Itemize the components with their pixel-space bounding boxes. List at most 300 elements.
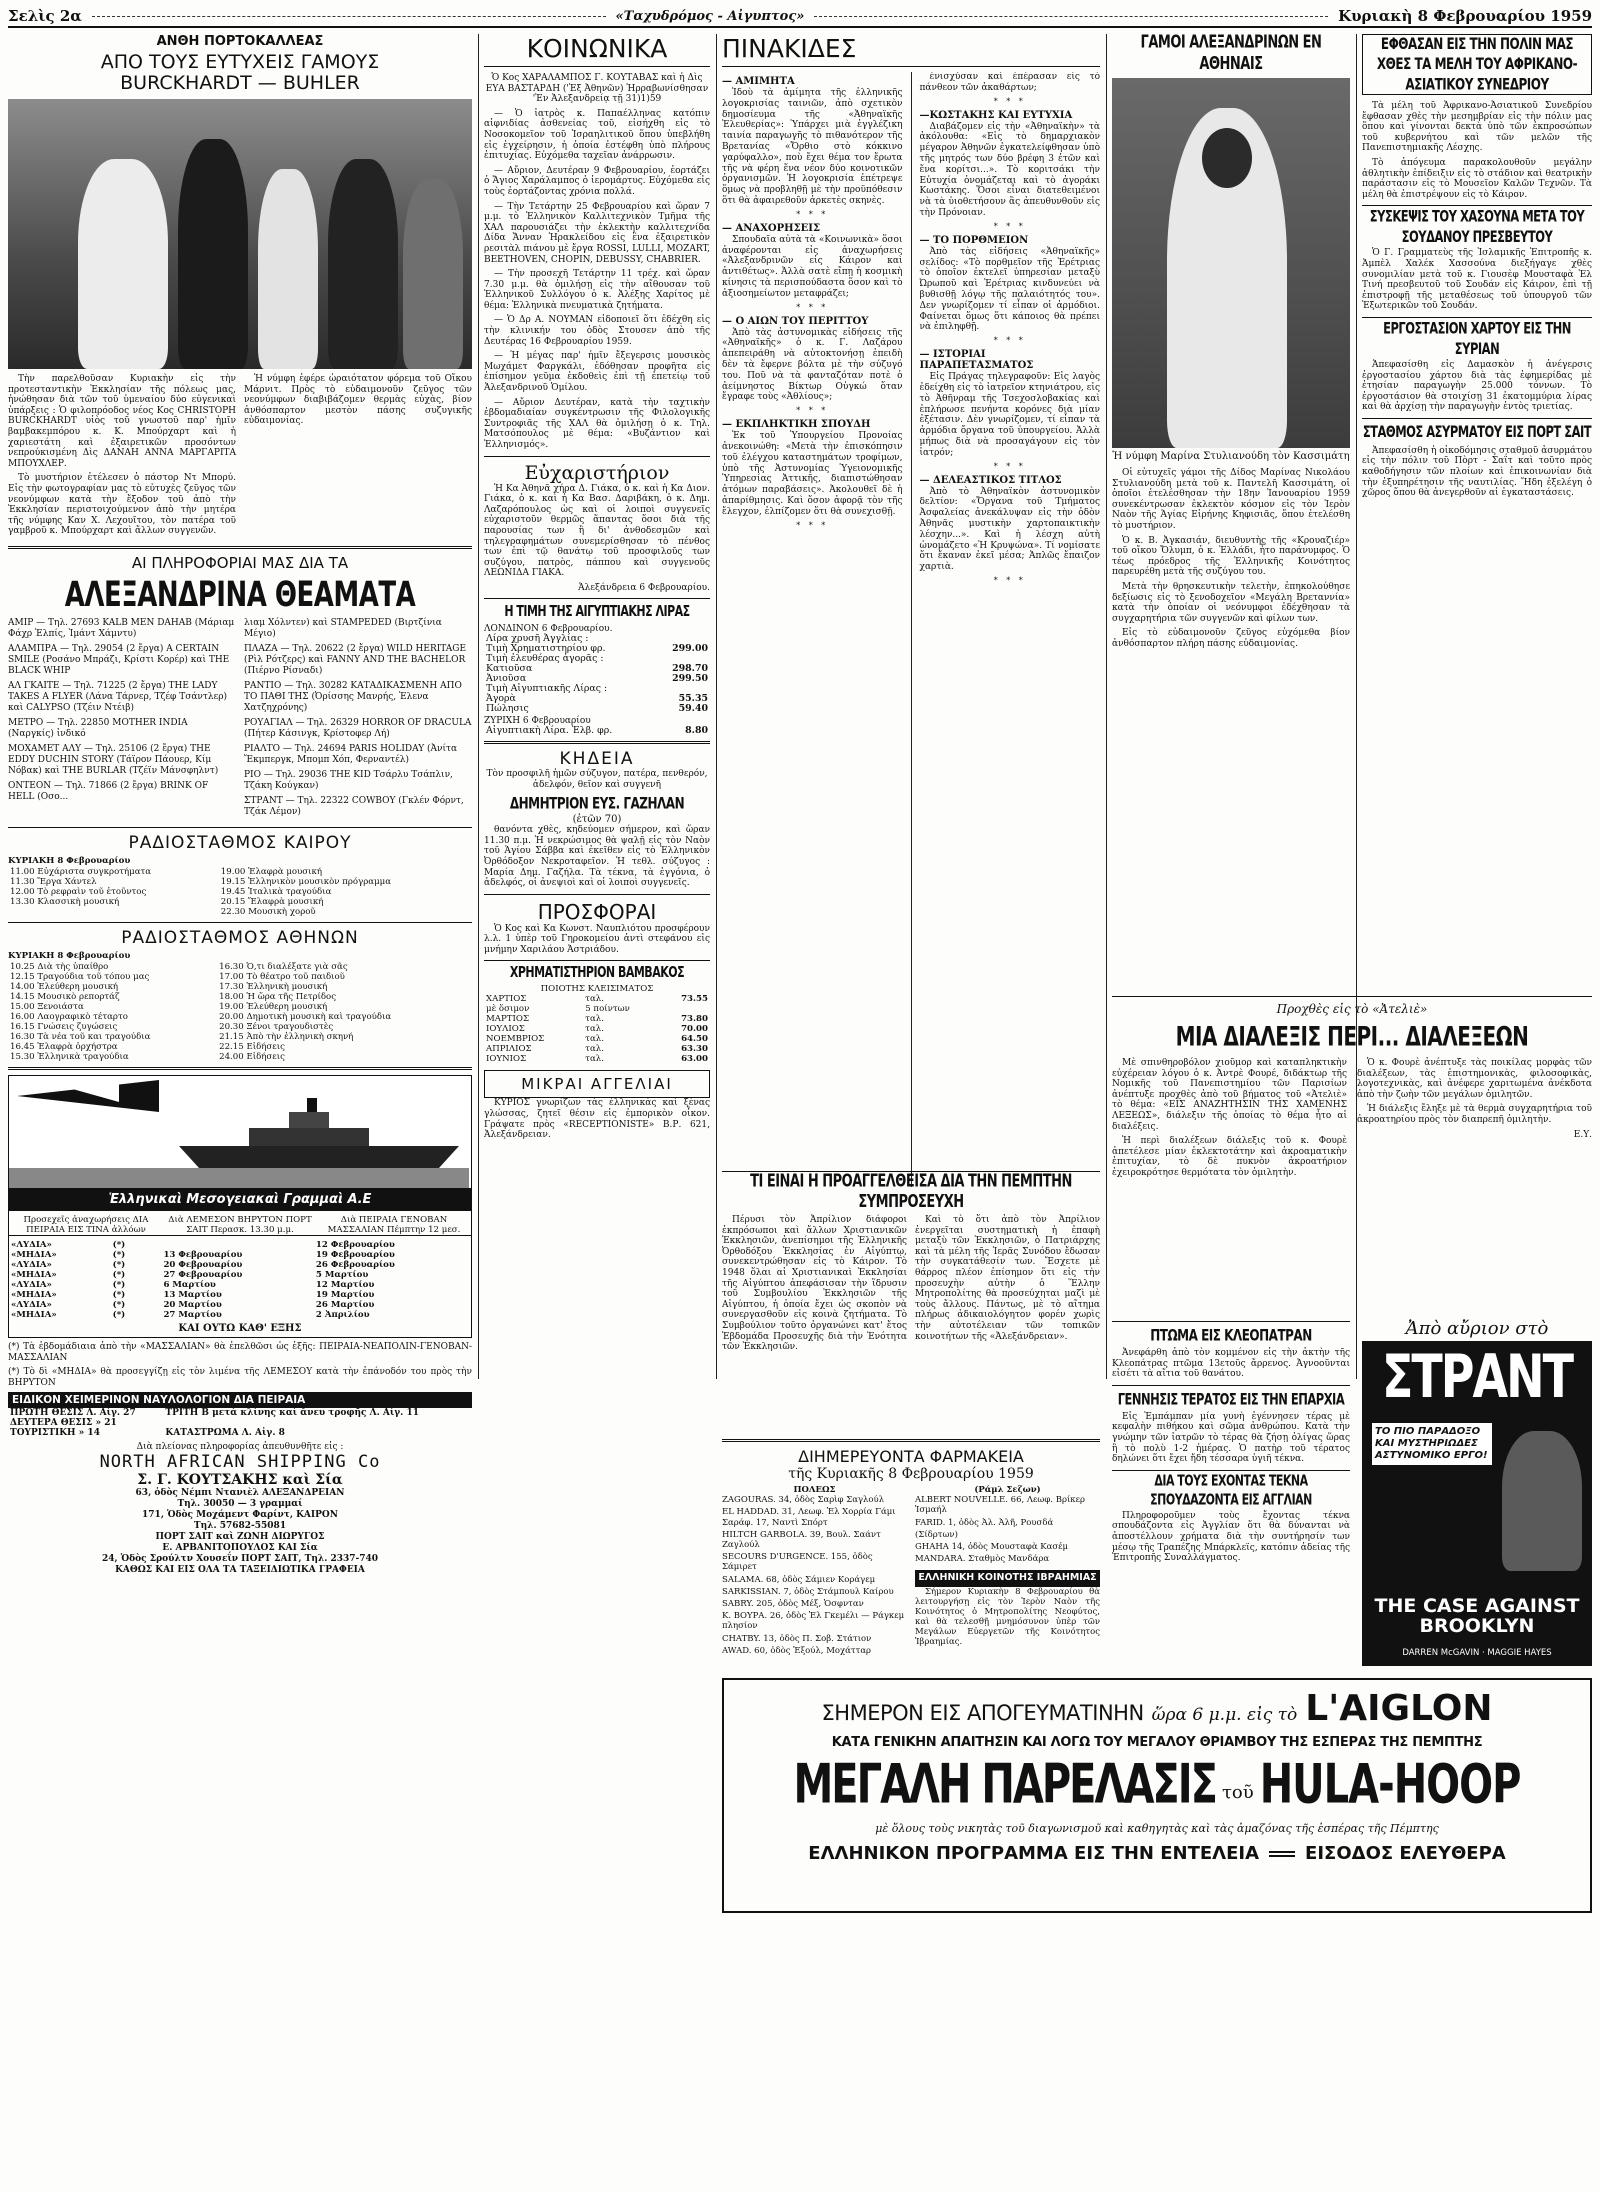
radio-row xyxy=(8,992,472,1002)
strand-film-title: THE CASE AGAINST BROOKLYN xyxy=(1374,1595,1580,1637)
shipping-note-1: (*) Τὰ ἑβδομάδιαια ἀπὸ τὴν «ΜΑΣΣΑΛΙΑΝ» θὰ ἐπελθῶσι ὡς ἑξῆς: ΠΕΙΡΑΙΑ-ΝΕΑΠΟΛΙΝ-ΓΕΝΟΒΑΝ-ΜΑΣΣΑΛΙΑΝ xyxy=(8,1341,472,1363)
value-cell: ταλ. xyxy=(585,1044,604,1055)
value-cell: ταλ. xyxy=(585,1034,604,1045)
lecture-p3: Ὁ κ. Φουρὲ ἀνέπτυξε τὰς ποικίλας μορφὰς τῶν διαλέξεων, τὰς ἐπιστημονικὰς, φιλοσοφικὰς, λογοτεχνικὰς, καὶ ἀνέφερε χαριτωμένα ἀνέκδοτα ἀπὸ τὴν ζωὴν τῶν μεγάλων ὁμιλητῶν. xyxy=(1357,1058,1592,1100)
ship-date-levant: 27 Φεβρουαρίου xyxy=(163,1269,243,1280)
schedule-cell: 12.15 Τραγούδια τοῦ τόπου μας xyxy=(10,971,150,982)
social-item-2: — Ὁ ἰατρὸς κ. Παπαέλληνας κατόπιν αἰφνιδίας ἀσθενείας τοῦ, εἰσήχθη εἰς τὸ Νοσοκομεῖον τοῦ Ἰσραηλιτικοῦ ὅπου ὑπεβλήθη εἰς ἐγχείρησιν, ἡ ὁποία ἐστέφθη ὑπὸ πλήρους ἐπιτυχίας. Εὐχόμεθα ταχεῖαν ἀνάρρωσιν. xyxy=(484,108,710,162)
ship-date-europe: 26 Μαρτίου xyxy=(315,1299,375,1310)
cotton-sub: ΠΟΙΟΤΗΣ ΚΛΕΙΣΙΜΑΤΟΣ xyxy=(540,984,654,995)
pharmacies xyxy=(722,1434,1100,1666)
ship-date-europe: 2 Ἀπριλίου xyxy=(315,1309,370,1320)
fare-row xyxy=(8,1408,472,1418)
ship-date-europe: 5 Μαρτίου xyxy=(315,1269,369,1280)
value-cell: 63.00 xyxy=(681,1054,708,1065)
engagement-note: Ὁ Κος ΧΑΡΑΛΑΜΠΟΣ Γ. ΚΟΥΤΑΒΑΣ καὶ ἡ Δὶς ΕΥΑ ΒΑΣΤΑΡΔΗ ('Ἐξ Ἀθηνῶν) Ἠρραβωνίσθησαν 'Ἐν Ἀλεξανδρείᾳ τῇ 31)1)59 xyxy=(485,73,709,105)
schedule-cell: 13.30 Κλασσικὴ μουσική xyxy=(10,896,120,907)
news-h4: ΣΤΑΘΜΟΣ ΑΣΥΡΜΑΤΟΥ ΕΙΣ ΠΟΡΤ ΣΑΙΤ xyxy=(1362,422,1592,442)
ship-mark: (*) xyxy=(112,1299,126,1310)
shipping-line-name: Ἑλληνικαὶ Μεσογειακαὶ Γραμμαὶ Α.Ε xyxy=(9,1188,471,1211)
schedule-cell: 12.00 Τὸ ρεφραὶν τοῦ ἐτοῦντος xyxy=(10,886,147,897)
radio-row xyxy=(8,1052,472,1062)
monster-title: ΓΕΝΝΗΣΙΣ ΤΕΡΑΤΟΣ ΕΙΣ ΤΗΝ ΕΠΑΡΧΙΑ xyxy=(1117,1389,1345,1409)
athens-wedding-p4: Εἰς τὸ εὐδαιμονοῦν ζεῦγος εὐχόμεθα βίον ἀνθόσπαρτον πλήρη πάσης εὐδαιμονίας. xyxy=(1112,628,1350,649)
cotton-row xyxy=(484,1034,710,1044)
agent-sub: Σ. Γ. ΚΟΥΤΣΑΚΗΣ καὶ Σία xyxy=(137,1472,343,1489)
note-text: Διαβάζομεν εἰς τὴν «Ἀθηναϊκὴν» τὰ ἀκόλουθα: «Εἰς τὸ δημαρχιακὸν μέγαρον Ἀθηνῶν ἐγκατελείφθησαν ὑπὸ τῆς μητρός των δύο βρέφη 3 ἐτῶν καὶ ἕνα κορίτσι...». Τὸ κοριτσάκι τὴν Εὐτυχία ὀνομάζεται καὶ τὸ ἀγοράκι Κωστάκης. Ὅσοι εἶναι διατεθειμένοι νὰ τὰ ὑιοθετήσουν ἂς ἀπευθυνθοῦν εἰς τὴν Πρόνοιαν. xyxy=(919,121,1100,218)
monster-text: Εἰς Ἐμπάμπαν μία γυνὴ ἐγέννησεν τέρας μὲ κεφαλὴν πιθήκου καὶ σῶμα ἀνθρώπου. Κατὰ τὴν γνώμην τῶν ἰατρῶν τὸ τέρας θὰ ζήσῃ ὀλίγας ὥρας ἢ τὸ πολὺ 1-2 ἡμέρας. Ὁ πατὴρ τοῦ τέρατος δηλώνει ὅτι ἔχει ἤδη τέσσαρα ὑγιῆ τέκνα. xyxy=(1112,1411,1350,1465)
shipping-footnote: ΚΑΙ ΟΥΤΩ ΚΑΘ' ΕΞΗΣ xyxy=(178,1322,302,1334)
shipping-row xyxy=(9,1240,471,1250)
pharmacy-entry: (Σίδρτων) xyxy=(915,1529,958,1540)
ship-name: «ΜΗΔΙΑ» xyxy=(11,1269,57,1280)
strand-tomorrow: Ἀπὸ αὔριον στὸ xyxy=(1405,1318,1549,1339)
radio-cairo-date: ΚΥΡΙΑΚΗ 8 Φεβρουαρίου xyxy=(8,855,131,866)
shipping-note-2: (*) Τὸ δὶ «ΜΗΔΙΑ» θὰ προσεγγίζῃ εἰς τὸν λιμένα τῆς ΛΕΜΕΣΟΥ κατὰ τὴν ἐπάνοδόν του πρὸς τὴν ΒΗΡΥΤΟΝ xyxy=(8,1367,472,1388)
shipping-col-head: Προσεχεῖς ἀναχωρήσεις ΔΙΑ ΠΕΙΡΑΙΑ ΕΙΣ ΤΙΝΑ ἀλλόων xyxy=(9,1215,163,1236)
value-cell: Τιμὴ Χρηματιστηρίου φρ. xyxy=(486,642,606,654)
value-cell: μὲ ὅσιμον xyxy=(486,1004,530,1015)
note-text: Ἀπὸ τὰς ἀστυνομικὰς εἰδήσεις τῆς «Ἀθηναϊκῆς» ὁ κ. Γ. Λαζάρου ἀπεπειράθη νὰ αὐτοκτονήσῃ ἐπειδὴ δὲν τὰ ἔφερνε βόλτα μὲ τὴν σύζυγό του. Ποῦ νὰ τὰ φανταζόταν ποτὲ ὁ ἀείμνηστος Βίκτωρ Οὐγκώ ὅταν ἔγραφε τοὺς «Ἀθλίους»; xyxy=(722,327,903,403)
note-head: — ΑΝΑΧΟΡΗΣΕΙΣ xyxy=(722,222,821,234)
pharmacy-entry: EL HADDAD. 31, Λεωφ. Ἐλ Χορρία Γάμι Σαράφ. 17, Ναντὶ Σπόρτ xyxy=(722,1507,896,1528)
kids-text: Πληροφοροῦμεν τοὺς ἔχοντας τέκνα σπουδάζοντα εἰς Ἀγγλίαν ὅτι θὰ δύνανται νὰ ἀποστέλλουν χρήματα διὰ τὴν συντήρησίν των μέσῳ τῆς Τραπέζης Μπάρκλεϊς, κατόπιν ἀδείας τῆς Ἐπιτροπῆς Συναλλάγματος. xyxy=(1112,1510,1350,1564)
note-stars: * * * xyxy=(993,575,1026,585)
pharmacy-entry: CHATBY. 13, ὁδὸς Π. Σοβ. Στάτιον xyxy=(722,1633,872,1644)
value-cell: Πώλησις xyxy=(486,702,529,714)
obit-intro: Τὸν προσφιλῆ ἡμῶν σύζυγον, πατέρα, πενθερόν, ἀδελφόν, θεῖον καὶ συγγενῆ xyxy=(486,768,708,790)
schedule-cell: 22.30 Μουσικὴ χοροῦ xyxy=(220,906,316,917)
shipping-row xyxy=(9,1290,471,1300)
ship-date-levant: 13 Φεβρουαρίου xyxy=(163,1249,243,1260)
news-h2: ΣΥΣΚΕΨΙΣ ΤΟΥ ΧΑΣΟΥΝΑ ΜΕΤΑ ΤΟΥ ΣΟΥΔΑΝΟΥ ΠΡΕΣΒΕΥΤΟΥ xyxy=(1369,207,1585,247)
value-cell: ΙΟΥΝΙΟΣ xyxy=(486,1054,527,1065)
ship-illustration xyxy=(9,1076,471,1188)
cinema-entry: λιαμ Χόλντεν) καὶ STAMPEDED (Βιρτζίνια Μέγιο) xyxy=(244,617,442,639)
pharm-city-list xyxy=(722,1495,907,1656)
strand-name: ΣΤΡΑΝΤ xyxy=(1382,1340,1572,1412)
lecture-kicker: Προχθὲς εἰς τὸ «Ἀτελιὲ» xyxy=(1276,1002,1428,1016)
ship-name: «ΛΥΔΙΑ» xyxy=(11,1239,52,1250)
kids-title: ΔΙΑ ΤΟΥΣ ΕΧΟΝΤΑΣ ΤΕΚΝΑ ΣΠΟΥΔΑΖΟΝΤΑ ΕΙΣ ΑΓΓΛΙΑΝ xyxy=(1150,1471,1312,1509)
column-news xyxy=(1362,34,1592,984)
cinema-entry: ΡΙΑΛΤΟ — Τηλ. 24694 PARIS HOLIDAY (Ἀνίτα Ἔκμπεργκ, Μπομπ Χόπ, Φερναντέλ) xyxy=(244,743,458,765)
note-stars: * * * xyxy=(993,461,1026,471)
news-p4: Ἀπεφασίσθη εἰς Δαμασκὸν ἡ ἀνέγερσις ἐργοστασίου χάρτου διὰ τὰς ἐφημερίδας μὲ ἐτησίαν παραγωγὴν 25.000 τόννων. Τὸ ἐργοστάσιον θὰ στοιχίσῃ 31 ἑκατομμύρια λίρας καὶ θὰ ἀρχίσῃ τὴν παραγωγὴν ἐντὸς τριετίας. xyxy=(1362,359,1592,413)
pharmacy-entry: SECOURS D'URGENCE. 155, ὁδὸς Σάμιρετ xyxy=(722,1552,873,1573)
price-row xyxy=(484,684,710,694)
bride-photo xyxy=(1112,78,1350,448)
strand-promo: ΤΟ ΠΙΟ ΠΑΡΑΔΟΞΟ ΚΑΙ ΜΥΣΤΗΡΙΩΔΕΣ ΑΣΤΥΝΟΜΙΚΟ ΕΡΓΟ! xyxy=(1372,1423,1492,1465)
ship-mark: (*) xyxy=(112,1239,126,1250)
pharm-ramleh-list xyxy=(915,1495,1100,1564)
ship-date-levant: 27 Μαρτίου xyxy=(163,1309,222,1320)
column-4-lower xyxy=(1112,1316,1350,1676)
note-stars: * * * xyxy=(993,336,1026,346)
radio-row xyxy=(8,877,472,887)
social-item-6: — Ὁ Δρ Α. ΝΟΥΜΑΝ εἰδοποιεῖ ὅτι ἐδέχθη εἰς τὴν κλινικήν του ὁδὸς Στουσεν ἀπὸ τῆς Δευτέρας 16 Φεβρουαρίου 1959. xyxy=(484,315,710,347)
radio-row xyxy=(8,907,472,917)
ship-date-levant xyxy=(161,1240,313,1250)
aiglon-time: ὥρα 6 μ.μ. εἰς τὸ xyxy=(1151,1705,1298,1725)
cotton-table xyxy=(484,994,710,1064)
aiglon-footer-a: ΕΛΛΗΝΙΚΟΝ ΠΡΟΓΡΑΜΜΑ ΕΙΣ ΤΗΝ ΕΝΤΕΛΕΙΑ xyxy=(808,1843,1260,1864)
cotton-row xyxy=(484,1024,710,1034)
aiglon-line2: ΚΑΤΑ ΓΕΝΙΚΗΝ ΑΠΑΙΤΗΣΙΝ ΚΑΙ ΛΟΓΩ ΤΟΥ ΜΕΓΑΛΟΥ ΘΡΙΑΜΒΟΥ ΤΗΣ ΕΣΠΕΡΑΣ ΤΗΣ ΠΕΜΠΤΗΣ xyxy=(831,1735,1483,1750)
ship-name: «ΛΥΔΙΑ» xyxy=(11,1279,52,1290)
cinema-list-left xyxy=(8,618,236,822)
ship-date-europe: 12 Μαρτίου xyxy=(315,1279,375,1290)
agent-line: Ε. ΑΡΒΑΝΙΤΟΠΟΥΛΟΣ ΚΑΙ Σία xyxy=(162,1543,318,1554)
value-cell: 5 ποίντων xyxy=(585,1004,630,1015)
radio-row xyxy=(8,972,472,982)
radio-athens-title: ΡΑΔΙΟΣΤΑΘΜΟΣ ΑΘΗΝΩΝ xyxy=(121,927,359,948)
value-cell: 64.50 xyxy=(681,1034,708,1045)
note-head: — ΑΜΙΜΗΤΑ xyxy=(722,76,795,87)
lecture-p2: Ἡ περὶ διαλέξεων διάλεξις τοῦ κ. Φουρὲ ἀπετέλεσε μίαν ἐκλεκτοτάτην καὶ ἀκροαματικὴν ἐπιτυχίαν, τὸ δὲ πυκνὸν ἀκροατήριον ἐχειροκρότησε θερμότατα τὸν ὁμιλητὴν. xyxy=(1112,1136,1347,1178)
value-cell: Ἀγορὰ xyxy=(486,692,516,704)
note-head: — ΕΚΠΛΗΚΤΙΚΗ ΣΠΟΥΔΗ xyxy=(722,419,871,431)
cotton-row xyxy=(484,1044,710,1054)
note-text: Ἀπὸ τὸ Ἀθηναϊκὸν ἀστυνομικὸν δελτίον: «Ὄργανα τοῦ Τμήματος Ἀσφαλείας ἀνεκάλυψαν εἰς τὴν ὁδὸν Ἀθηνᾶς μυστικὴν χαρτοπαικτικὴν λέσχην...». Καὶ ἡ λέσχη αὐτὴ ὠνομάζετο «Ἡ Κρυψώνα». Τί νομίσατε ὅτι ἔκαναν ἐκεῖ μέσα; Ἀπλῶς ἔπαιζον χαρτιὰ. xyxy=(919,486,1100,573)
schedule-cell: 18.00 Ἡ ὥρα τῆς Πετρίδος xyxy=(219,991,337,1002)
schedule-cell: 16.45 Ἐλαφρὰ ὀρχήστρα xyxy=(10,1041,118,1052)
zurich-value: 8.80 xyxy=(685,724,708,736)
schedule-cell: 11.30 Ἔργα Χάντελ xyxy=(10,876,97,887)
social-item-3: — Αὔριον, Δευτέραν 9 Φεβρουαρίου, ἐορτάζει ὁ Ἄγιος Χαράλαμπος ὁ ἱερομάρτυς. Εὐχόμεθα εἰς τοὺς ἐορτάζοντας χρόνια πολλά. xyxy=(484,165,710,197)
ship-date-europe: 19 Μαρτίου xyxy=(315,1289,375,1300)
ship-name: «ΜΗΔΙΑ» xyxy=(11,1289,57,1300)
shipping-row xyxy=(9,1260,471,1270)
cinema-entry: ΑΛΑΜΠΡΑ — Τηλ. 29054 (2 ἔργα) A CERTAIN SMILE (Ροσάνο Μπράζι, Κρίστι Κορέρ) καὶ THE BLACK WHIP xyxy=(8,643,230,676)
social-title: ΚΟΙΝΩΝΙΚΑ xyxy=(484,34,710,67)
social-item-4: — Τὴν Τετάρτην 25 Φεβρουαρίου καὶ ὥραν 7 μ.μ. τὸ Ἑλληνικὸν Καλλιτεχνικὸν Τμῆμα τῆς ΧΑΛ παρουσιάζει τὴν ἐκλεκτὴν καλλιτεχνίδα Δίδα Ἄνναν Ἡρακλείδου εἰς ἓνα ἐξαιρετικὸν ρεσιτὰλ πιάνου μὲ ἔργα ROSSI, LULLI, MOZART, BEETHOVEN, CHOPIN, DEBUSSY, CHABRIER. xyxy=(484,201,710,265)
price-row xyxy=(484,704,710,714)
pharm-left-head: ΠΟΛΕΩΣ xyxy=(793,1485,836,1495)
pharmacy-entry: SALAMA. 68, ὁδὸς Σάμιεν Κοράγεμ xyxy=(722,1574,876,1585)
prayer-box xyxy=(722,1166,1100,1431)
obit-title: ΚΗΔΕΙΑ xyxy=(559,748,635,769)
shipping-row xyxy=(9,1270,471,1280)
schedule-cell: 10.25 Διὰ τὴς ὑπαίθρο xyxy=(10,961,109,972)
wedding-paragraph-1: Τὴν παρελθοῦσαν Κυριακὴν εἰς τὴν προτεσταντικὴν Ἐκκλησίαν τῆς πόλεως μας, ἡνώθησαν διὰ τῶν τοῦ ὑμεναίου δύο εὐγενικαὶ ὑπάρξεις : Ὁ φιλοπρόοδος νέος Κος CHRISTOPH BURCKHARDT υἱὸς τοῦ γνωστοῦ παρ' ἡμῖν βαμβακεμπόρου κ. Κ. Μπούρχαρτ καὶ ἡ χαριεστάτη καὶ ἐξαιρετικῶν προσόντων νεπρούκισμένη Δὶς ΔΑΝΑΗ ΑΝΝΑ ΜΑΡΓΑΡΙΤΑ ΜΠΟΥΧΛΕΡ. xyxy=(8,374,236,469)
value-cell: ΙΟΥΛΙΟΣ xyxy=(486,1024,525,1035)
cinema-entry: ΡΟΥΑΓΙΑΛ — Τηλ. 26329 HORROR OF DRACULA (Πήτερ Κάσινγκ, Κρίστοφερ Λή) xyxy=(244,717,472,739)
ship-mark: (*) xyxy=(112,1249,126,1260)
aiglon-headline-a: ΜΕΓΑΛΗ ΠΑΡΕΛΑΣΙΣ xyxy=(793,1753,1216,1817)
schedule-cell: 16.30 Ὁ,τι διαλέξατε γιὰ σᾶς xyxy=(219,961,348,972)
cotton-title: ΧΡΗΜΑΤΙΣΤΗΡΙΟΝ ΒΑΜΒΑΚΟΣ xyxy=(509,964,685,982)
note-text: Ἐκ τοῦ Ὑπουργείου Προνοίας ἀνεκοινώθη: «Μετὰ τὴν ἐπισκόπησιν τοῦ ἐλέγχου καταστημάτων τροφίμων, ὑπὸ τῆς Ἀστυνομίας Ὑγειονομικῆς Ὑπηρεσίας Ἀττικῆς, διαπιστώθησαν ἀτόμων παραβάσεις». Ἀκολουθεῖ δὲ ἡ ἀπαρίθμησις. Καὶ ὅσον ἀφορᾷ τὸν τῆς ἔλεγχον, ἐλπίζομεν ὅτι θὰ συνεχισθῇ. xyxy=(722,431,903,517)
value-cell: 73.55 xyxy=(681,994,708,1005)
cinema-entry: ΟΝΤΕΟΝ — Τηλ. 71866 (2 ἔργα) BRINK OF HELL (Οσο... xyxy=(8,780,209,802)
shipping-row xyxy=(9,1310,471,1320)
schedule-cell: 19.00 Ἐλεύθερη μουσική xyxy=(219,1001,328,1012)
notes-title: ΠΙΝΑΚΙΔΕΣ xyxy=(722,34,1100,67)
value-cell: Λίρα χρυσῆ Ἀγγλίας : xyxy=(486,632,589,644)
schedule-cell: 19.15 Ἑλληνικὸν μουσικὸν πρόγραμμα xyxy=(220,876,392,887)
pharmacy-entry: AWAD. 60, ὁδὸς Ἐξούλ, Μοχάτταρ xyxy=(722,1645,872,1656)
value-cell: 59.40 xyxy=(678,702,708,714)
note-stars: * * * xyxy=(796,520,829,530)
pharmacy-entry: HILTCH GARBOLA. 39, Βουλ. Σαάντ Ζαγλούλ xyxy=(722,1529,881,1551)
lecture-p4: Ἡ διάλεξις ἔληξε μὲ τὰ θερμὰ συγχαρητήρια τοῦ ἀκροατηρίου πρὸς τὸν διαπρεπῆ ὁμιλητὴν. xyxy=(1357,1104,1592,1125)
column-weddings-cinemas xyxy=(8,34,472,2184)
shipping-row xyxy=(9,1300,471,1310)
radio-row xyxy=(8,887,472,897)
shipping-ad xyxy=(8,1075,472,1338)
cotton-row xyxy=(484,994,710,1004)
schedule-cell: 14.00 Ἐλεύθερη μουσική xyxy=(10,981,119,992)
page-number: Σελὶς 2α xyxy=(8,7,82,25)
note-head: —ΚΩΣΤΑΚΗΣ ΚΑΙ ΕΥΤΥΧΙΑ xyxy=(919,109,1073,121)
note-stars: * * * xyxy=(796,406,829,416)
aiglon-line1: ΣΗΜΕΡΟΝ ΕΙΣ ΑΠΟΓΕΥΜΑΤΙΝΗΝ xyxy=(821,1701,1144,1725)
radio-row xyxy=(8,1032,472,1042)
note-text: ἐνισχύσαν καὶ ἐπέρασαν εἰς τὸ πάνθεον τῶν ἀκαθάρτων; xyxy=(919,72,1100,93)
note-head: — ΔΕΛΕΑΣΤΙΚΟΣ ΤΙΤΛΟΣ xyxy=(919,474,1062,486)
schedule-cell: 19.00 Ἐλαφρὰ μουσική xyxy=(220,866,323,877)
fares-table xyxy=(8,1408,472,1438)
lecture-article xyxy=(1112,991,1592,1311)
notes-left xyxy=(722,72,903,1187)
obit-text: θανόντα χθὲς, κηδεύομεν σήμερον, καὶ ὥραν 11.30 π.μ. Ἡ νεκρώσιμος θὰ ψαλῇ εἰς τὸν Ναὸν τοῦ Ἁγίου Σάββα καὶ ἐκεῖθεν εἰς τὸ Ἑλληνικὸν Ὀρθόδοξον Νεκροταφεῖον. Ἡ τεθλ. σύζυγος : Μαρία Δημ. Γαζήλα. Τὰ τέκνα, τὰ ἐγγόνια, ὁ ἀδελφός, οἱ ἀνεψιοὶ καὶ οἱ λοιποὶ συγγενεῖς. xyxy=(484,825,710,889)
community-title: ΕΛΛΗΝΙΚΗ ΚΟΙΝΟΤΗΣ ΙΒΡΑΗΜΙΑΣ xyxy=(915,1570,1100,1586)
note-head: — ΤΟ ΠΟΡΘΜΕΙΟΝ xyxy=(919,234,1029,246)
thanks-title: Εὐχαριστήριον xyxy=(524,461,670,484)
agent-line: ΚΑΘΩΣ ΚΑΙ ΕΙΣ ΟΛΑ ΤΑ ΤΑΞΕΙΔΙΩΤΙΚΑ ΓΡΑΦΕΙΑ xyxy=(115,1565,365,1576)
ship-date-levant: 13 Μαρτίου xyxy=(163,1289,222,1300)
value-cell: 299.00 xyxy=(672,642,708,654)
radio-row xyxy=(8,1012,472,1022)
obit-name: ΔΗΜΗΤΡΙΟΝ ΕΥΣ. ΓΑΖΗΛΑΝ xyxy=(509,793,685,813)
schedule-cell: 16.15 Γνώσεις ζυγώσεις xyxy=(10,1021,118,1032)
fares-title: ΕΙΔΙΚΟΝ ΧΕΙΜΕΡΙΝΟΝ ΝΑΥΛΟΛΟΓΙΟΝ ΔΙΑ ΠΕΙΡΑΙΑ xyxy=(8,1392,472,1408)
athens-wedding-p1: Οἱ εὐτυχεῖς γάμοι τῆς Δίδος Μαρίνας Νικολάου Στυλιανούδη μετὰ τοῦ κ. Παντελῆ Κασσιμάτη, οἱ ὁποῖοι ἐτελέσθησαν τὴν 18ην Ἰανουαρίου 1959 συνεκέντρωσαν ἐκλεκτὸν κόσμον εἰς τὸν Ἱερὸν Ναὸν τῆς Ἁγίας Εἰρήνης Κηφισιᾶς, ὅπου ἐτελέσθη τὸ μυστήριον. xyxy=(1112,468,1350,531)
radio-athens-date: ΚΥΡΙΑΚΗ 8 Φεβρουαρίου xyxy=(8,950,131,961)
value-cell: Ἀνιοῦσα xyxy=(486,672,527,684)
value-cell: 70.00 xyxy=(681,1024,708,1035)
pharm-sub: τῆς Κυριακῆς 8 Φεβρουαρίου 1959 xyxy=(788,1466,1034,1482)
lecture-title: ΜΙΑ ΔΙΑΛΕΞΙΣ ΠΕΡΙ... ΔΙΑΛΕΞΕΩΝ xyxy=(1175,1019,1529,1053)
agent-line: 171, Ὁδὸς Μοχάμεντ Φαρίντ, ΚΑΙΡΟΝ xyxy=(142,1510,338,1521)
aiglon-headline-c: HULA-HOOP xyxy=(1259,1753,1521,1817)
ship-mark: (*) xyxy=(112,1289,126,1300)
schedule-cell: ΔΕΥΤΕΡΑ ΘΕΣΙΣ » 21 xyxy=(10,1418,117,1429)
note-stars: * * * xyxy=(993,221,1026,231)
social-item-5: — Τὴν προσεχῆ Τετάρτην 11 τρέχ. καὶ ὥραν 7.30 μ.μ. θὰ ὁμιλήσῃ εἰς τὴν αἴθουσαν τοῦ Ἑλληνικοῦ Συλλόγου ὁ κ. Ἀλέξης Χαρίτος μὲ θέμα: Ἑλληνικὰ πνευματικὰ ζητήματα. xyxy=(484,269,710,311)
schedule-cell xyxy=(8,907,219,917)
value-cell: 73.80 xyxy=(681,1014,708,1025)
schedule-cell: 14.15 Μουσικὸ ρεπορτάζ xyxy=(10,991,120,1002)
schedule-cell: 15.30 Ἐλληνικὰ τραγούδια xyxy=(10,1051,129,1062)
value-cell: 55.35 xyxy=(678,692,708,704)
schedule-cell: 24.00 Εἰδήσεις xyxy=(219,1051,285,1062)
article-title: ΑΠΟ ΤΟΥΣ ΕΥΤΥΧΕΙΣ ΓΑΜΟΥΣ BURCKHARDT — BUHLER xyxy=(100,51,380,94)
value-cell xyxy=(661,1004,710,1014)
value-cell: 63.30 xyxy=(681,1044,708,1055)
classified-text: ΚΥΡΙΟΣ γνωρίζων τὰς ἑλληνικὰς καὶ ξένας γλώσσας, ζητεῖ θέσιν εἰς ἐμπορικὸν οἶκον. Γράψατε πρὸς «RECEPTIONISTE» Β.Ρ. 621, Ἀλεξάνδρειαν. xyxy=(484,1098,710,1141)
cinema-entry: ΠΛΑΖΑ — Τηλ. 20622 (2 ἔργα) WILD HERITAGE (Ρὶλ Ρότζερς) καὶ FANNY AND THE BACHELOR (Πιέρνο Ρίσναδι) xyxy=(244,643,467,676)
ship-name: «ΛΥΔΙΑ» xyxy=(11,1299,52,1310)
shipping-row xyxy=(9,1250,471,1260)
radio-athens-schedule xyxy=(8,962,472,1062)
fare-row xyxy=(8,1418,472,1428)
shipping-col-head: Διὰ ΛΕΜΕΣΟΝ ΒΗΡΥΤΟΝ ΠΟΡΤ ΣΑΙΤ Περασκ. 13.30 μ.μ. xyxy=(163,1215,317,1236)
fall-text: Ἀνεφάρθη ἀπὸ τὸν κομμένον εἰς τὴν ἀκτὴν τῆς Κλεοπάτρας πτῶμα 13ετοῦς ἄρρενος. Ἀγνοοῦνται εἰσέτι τὰ αἴτια τοῦ θανάτου. xyxy=(1112,1348,1350,1380)
schedule-cell: ΚΑΤΑΣΤΡΩΜΑ Λ. Αἰγ. 8 xyxy=(165,1428,285,1439)
cinema-entry: ΑΛ ΓΚΑΙΤΕ — Τηλ. 71225 (2 ἔργα) THE LADY TAKES A FLYER (Λάνα Τάρνερ, Τζέφ Τσάντλερ) καὶ CALYPSO (Τζέιν Ντέιβ) xyxy=(8,680,228,713)
info-head: ΑΙ ΠΛΗΡΟΦΟΡΙΑΙ ΜΑΣ ΔΙΑ ΤΑ xyxy=(131,553,349,572)
ship-date-europe: 12 Φεβρουαρίου xyxy=(315,1239,395,1250)
news-p5: Ἀπεφασίσθη ἡ οἰκοδόμησις σταθμοῦ ἀσυρμάτου εἰς τὴν πόλιν τοῦ Πὸρτ - Σαΐτ καὶ τοῦτο πρὸς καθοδήγησιν τῶν πλοίων καὶ ἐπικοινωνίαν διὰ τὴν ἐξυπηρέτησιν τῆς ναυτιλίας. Ἤδη ἐξελέγη ὁ χῶρος ὅπου θὰ ἀνεγερθοῦν αἱ ἐγκαταστάσεις. xyxy=(1362,445,1592,499)
athens-wedding-p2: Ὁ κ. Β. Ἀγκασιάν, διευθυντὴς τῆς «Κρουαζιέρ» τοῦ οἴκου Ὄλυμπ, ὁ κ. Ἐλλάδι, ἦτο παράνυμφος. Ὁ τέως πρόεδρος τῆς Ἑλληνικῆς Κοινότητος παρευρέθη μετὰ τῆς συζύγου του. xyxy=(1112,535,1350,578)
schedule-cell: 20.00 Δημοτικὴ μουσικὴ καὶ τραγούδια xyxy=(219,1011,392,1022)
aiglon-ad xyxy=(722,1678,1592,1913)
value-cell: Κατιοῦσα xyxy=(486,662,533,674)
cinema-entry: ΡΙΟ — Τηλ. 29036 THE KID Τσάρλυ Τσάπλιν, Τζάκη Κούγκαν) xyxy=(244,769,453,791)
athens-wedding-title: ΓΑΜΟΙ ΑΛΕΞΑΝΔΡΙΝΩΝ ΕΝ ΑΘΗΝΑΙΣ xyxy=(1140,34,1322,75)
pharmacy-entry: ALBERT NOUVELLE. 66, Λεωφ. Βρίκερ Ἱσμαήλ xyxy=(915,1495,1086,1516)
value-cell: 298.70 xyxy=(672,662,708,674)
radio-cairo-schedule xyxy=(8,867,472,917)
value-cell: ταλ. xyxy=(585,1024,604,1035)
price-zurich: ΖΥΡΙΧΗ 6 Φεβρουαρίου xyxy=(484,715,591,726)
schedule-cell: ΤΡΙΤΗ Β μετὰ κλίνης καὶ ἄνευ τροφῆς Λ. Αἰγ. 11 xyxy=(165,1408,419,1419)
radio-row xyxy=(8,1022,472,1032)
schedule-cell: 21.15 Ἀπὸ τὴν ἑλληνικὴ σκηνή xyxy=(219,1031,354,1042)
cinema-entry: ΜΟΧΑΜΕΤ ΑΛΥ — Τηλ. 25106 (2 ἔργα) THE EDDY DUCHIN STORY (Τάϊρον Πάουερ, Κίμ Νόβακ) καὶ THE BURLAR (Τζέϊν Μάνσφηλντ) xyxy=(8,743,219,776)
ship-date-europe: 26 Φεβρουαρίου xyxy=(315,1259,395,1270)
cinema-entry: ΜΕΤΡΟ — Τηλ. 22850 MOTHER INDIA (Ναργκίς) ἰνδικό xyxy=(8,717,188,739)
value-cell: Τιμὴ Αἰγυπτιακῆς Λίρας : xyxy=(486,682,608,694)
agent-contacts xyxy=(8,1488,472,1576)
obit-age: (ἐτῶν 70) xyxy=(572,814,622,826)
radio-row xyxy=(8,1002,472,1012)
schedule-cell: 20.15 Ἔλαφρὰ μουσική xyxy=(220,896,324,907)
fare-row xyxy=(8,1428,472,1438)
schedule-cell: 19.45 Ἰταλικὰ τραγούδια xyxy=(220,886,332,897)
note-stars: * * * xyxy=(993,96,1026,106)
agent-line: Τηλ. 57682-55081 xyxy=(193,1521,287,1532)
ship-mark: (*) xyxy=(112,1279,126,1290)
schedule-cell: 17.30 Ἑλληνικὴ μουσική xyxy=(219,981,328,992)
schedule-cell: 15.00 Ξενοιάστα xyxy=(10,1001,84,1012)
value-cell: ταλ. xyxy=(585,1054,604,1065)
lecture-p1: Μὲ σπινθηροβόλον χιοῦμορ καὶ καταπληκτικὴν εὐχέρειαν λόγου ὁ κ. Ἀντρὲ Φουρέ, διδάκτωρ τῆς Νομικῆς τοῦ Πανεπιστημίου τῶν Παρισίων ἀνέπτυξε προχθὲς ἀπὸ τοῦ βήματος τοῦ «Ἀτελιὲ» τὸ θέμα: «ΕΙΣ ΑΝΑΖΗΤΗΣΙΝ ΤΗΣ ΧΑΜΕΝΗΣ ΛΕΞΕΩΣ», διάλεξιν τῆς ὁποίας τὸ θέμα ἦτο αἱ διαλέξεις. xyxy=(1112,1058,1347,1132)
column-social xyxy=(484,34,710,2184)
pharmacy-entry: MANDARA. Σταθμὸς Μανδάρα xyxy=(915,1554,1050,1565)
value-cell: ταλ. xyxy=(585,994,604,1005)
cinema-entry: ΡΑΝΤΙΟ — Τηλ. 30282 ΚΑΤΑΔΙΚΑΣΜΕΝΗ ΑΠΟ ΤΟ ΠΑΘΙ ΤΗΣ (Ὀρίσσης Μανρής, Ἐλενα Χατζηχρόνης) xyxy=(244,680,462,713)
schedule-cell: 22.15 Εἰδήσεις xyxy=(219,1041,285,1052)
note-head: — Ο ΑΙΩΝ ΤΟΥ ΠΕΡΙΤΤΟΥ xyxy=(722,315,869,327)
value-cell: Τιμὴ ἐλευθέρας ἀγορᾶς : xyxy=(486,652,604,664)
value-cell: ταλ. xyxy=(585,1014,604,1025)
bride-caption: Ἡ νύμφη Μαρίνα Στυλιανούδη τὸν Κασσιμάτη xyxy=(1112,451,1350,462)
price-table xyxy=(484,634,710,714)
agent-line: 63, ὁδὸς Νέμπι Ντανιὲλ ΑΛΕΞΑΝΔΡΕΙΑΝ xyxy=(135,1488,345,1499)
cinema-list-right xyxy=(244,618,472,822)
value-cell: ΧΑΡΤΙΟΣ xyxy=(486,994,527,1005)
pharmacy-entry: SARKISSIAN. 7, ὁδὸς Στάμπουλ Καίρου xyxy=(722,1586,894,1597)
offer-title: ΠΡΟΣΦΟΡΑΙ xyxy=(537,899,657,924)
aiglon-headline-b: τοῦ xyxy=(1221,1782,1254,1803)
offer-text: Ὁ Κος καὶ Κα Κωνστ. Ναυπλιότου προσφέρουν λ.λ. 1 ὑπὲρ τοῦ Γηροκομείου ἀντὶ στεφάνου εἰς μνήμην Χαριλάου Ἀστριάδου. xyxy=(484,923,710,955)
price-title: Η ΤΙΜΗ ΤΗΣ ΑΙΓΥΠΤΙΑΚΗΣ ΛΙΡΑΣ xyxy=(504,602,690,621)
agent-name: NORTH AFRICAN SHIPPING Co xyxy=(99,1452,381,1473)
note-text: Ἀπὸ τὰς εἰδήσεις «Ἀθηναϊκῆς» σελίδος: «Τὸ πορθμεῖον τῆς Ἐρέτριας τὸ ὁποῖον ἐκτελεῖ ὑπηρεσίαν μεταξὺ Ὠρωποῦ καὶ Ἐρέτριας κινδυνεύει νὰ βυθισθῇ λόγῳ τῆς παλαιότητός του». Δεν γνωρίζομεν τί εἶπαν οἱ ἁρμόδιοι. Φαίνεται ὅμως ὅτι κάποιος θὰ πρέπει νὰ ἐπιληφθῇ. xyxy=(919,246,1100,333)
info-title: ΑΛΕΞΑΝΔΡΙΝΑ ΘΕΑΜΑΤΑ xyxy=(64,574,416,616)
cinema-entry: ΣΤΡΑΝΤ — Τηλ. 22322 COWBOY (Γκλέν Φόρντ, Τζάκ Λέμον) xyxy=(244,795,464,817)
price-date: ΛΟΝΔΙΝΟΝ 6 Φεβρουαρίου. xyxy=(484,623,613,634)
note-text: Ἰδοὺ τὰ ἀμίμητα τῆς ἑλληνικῆς λογοκρισίας ταινιῶν, ἀπὸ σχετικὸν δημοσίευμα τῆς «Ἀθηναϊκῆς Ἐλευθερίας»: Ὑπάρχει μιὰ ἐγγλέζικη ταινία παραγωγῆς τὸ πιθανότερον τῆς Βρετανίας «Ὄρθιο στὸ κόκκινο γαρύφαλλο», ποὺ ἔχει θέμα τον ἔρωτα τῆς νὰ φέρη ἕνα νέον δύο κοινοτικῶν ὀργανισμῶν. Ἡ λογοκρισία ἐπέτρεψε ὅμως νὰ προβληθῇ μὲ τὴν προϋπόθεσιν ὅτι θὰ ἀφαιρεθοῦν ἀρκετὲς σκηνὲς. xyxy=(722,88,903,206)
radio-row xyxy=(8,1042,472,1052)
issue-date: Κυριακὴ 8 Φεβρουαρίου 1959 xyxy=(1338,7,1593,25)
zurich-label: Αἰγυπτιακὴ Λίρα. Ἐλβ. φρ. xyxy=(486,724,613,736)
pharmacy-entry: ZAGOURAS. 34, ὁδὸς Σαρὶφ Σαγλούλ xyxy=(722,1495,885,1506)
ship-mark: (*) xyxy=(112,1309,126,1320)
ship-name: «ΜΗΔΙΑ» xyxy=(11,1249,57,1260)
fall-title: ΠΤΩΜΑ ΕΙΣ ΚΛΕΟΠΑΤΡΑΝ xyxy=(1150,1325,1312,1345)
news-p1: Τὰ μέλη τοῦ Ἀφρικανο-Ἀσιατικοῦ Συνεδρίου ἔφθασαν χθὲς τὴν μεσημβρίαν εἰς τὴν πόλιν μας ὅπου καὶ γίνονται δεκτὰ ὑπὸ τῶν ἐκπροσώπων τοῦ κυβερνήτου καὶ τῶν μελῶν τῆς Πανεπιστημιακῆς Λέσχης. xyxy=(1362,101,1592,154)
note-head: — ΙΣΤΟΡΙΑΙ ΠΑΡΑΠΕΤΑΣΜΑΤΟΣ xyxy=(919,349,1034,372)
pharmacy-entry: FARID. 1, ὁδὸς Ἀλ. Ἀλῆ, Ρουσδά xyxy=(915,1517,1054,1528)
thanks-text: Ἡ Κα Ἀθηνᾶ χήρα Δ. Γιάκα, ὁ κ. καὶ ἡ Κα Διον. Γιάκα, ὁ κ. καὶ ἡ Κα Βασ. Δαριβάκη, ὁ κ. Δημ. Λαζαρόπουλος ὡς καὶ οἱ λοιποὶ συγγενεῖς εὐχαριστοῦν θερμῶς ἅπαντας ὅσοι διὰ τῆς παρουσίας των ἢ δι' ἀνθοδεσμῶν καὶ τηλεγραφημάτων συνεμερίσθησαν τὸ πένθος των ἐπὶ τῷ θανάτῳ τοῦ προσφιλοῦς των συζύγου, πατρὸς, πάππου καὶ συγγενοῦς ΛΕΩΝΙΔΑ ΓΙΑΚΑ. xyxy=(484,483,710,579)
athens-wedding-p3: Μετὰ τὴν θρησκευτικὴν τελετὴν, ἐπηκολούθησε δεξίωσις εἰς τὸ ξενοδοχεῖον «Μεγάλη Βρεταννία» κατὰ τὴν ὁποίαν οἱ νεόνυμφοι ἐδέχθησαν τὰ συγχαρητήρια τῶν συγγενῶν καὶ φίλων των. xyxy=(1112,581,1350,624)
community-text: Σήμερον Κυριακὴν 8 Φεβρουαρίου θὰ λειτουργήσῃ εἰς τὸν Ἱερὸν Ναὸν τῆς Κοινότητος ὁ Μητροπολίτης Νεοφύτος, καὶ θὰ τελεσθῇ μνημόσυνον ὑπὲρ τῶν Μεγάλων Εὐεργετῶν τῆς Κοινότητος Ἰβραημίας. xyxy=(915,1586,1100,1647)
note-text: Εἰς Πράγας τηλεγραφοῦν: Εἰς λαγὸς ἐδείχθη εἰς τὸ ἰατρεῖον κτηνιάτρου, εἰς τὸ Ἀθῆνραμ τῆς Τσεχοσλοβακίας καὶ ἐπλήρωσε πενήντα κορόνες διὰ μίαν ἐξέτασιν. Δὲν γνωρίζομεν, τί εἶπαν τὰ ἀρμόδια ὄργανα τοῦ ὑπουργείου. Ἀλλὰ μήπως διὰ νὰ προσαγάγουν εἰς τὸν ἰατρόν; xyxy=(919,372,1100,458)
radio-row xyxy=(8,982,472,992)
agent-line: ΠΟΡΤ ΣΑΙΤ καὶ ΖΩΝΗ ΔΙΩΡΥΓΟΣ xyxy=(155,1532,325,1543)
prayer-title: ΤΙ ΕΙΝΑΙ Η ΠΡΟΑΓΓΕΛΘΕΙΣΑ ΔΙΑ ΤΗΝ ΠΕΜΠΤΗΝ ΣΥΜΠΡΟΣΕΥΧΗ xyxy=(750,1171,1072,1213)
value-cell: ΑΠΡΙΛΙΟΣ xyxy=(486,1044,532,1055)
cotton-row xyxy=(484,1004,710,1014)
wedding-paragraph-2: Τὸ μυστήριον ἐτέλεσεν ὁ πάστορ Ντ Μπορύ. Εἰς τὴν φωτογραφίαν μας τὸ εὐτυχὲς ζεῦγος τῶν νεονύμφων κατὰ τὴν ἔξοδον τοῦ ἀπὸ τὴν Ἐκκλησίαν περιστοιχούμενον ἀπὸ τὴν μητέρα τῆς νύμφης Καν Χ. Λεχουῖτου, τὸν πατέρα τοῦ γαμβροῦ κ. Μπούρχαρτ καὶ ἄλλων συγγενῶν. xyxy=(8,473,236,537)
schedule-cell: 16.00 Λαογραφικὸ τέταρτο xyxy=(10,1011,128,1022)
wedding-photo xyxy=(8,99,472,369)
ship-mark: (*) xyxy=(112,1259,126,1270)
masthead xyxy=(8,6,1592,28)
shipping-row xyxy=(9,1280,471,1290)
radio-row xyxy=(8,897,472,907)
shipping-col-head: Διὰ ΠΕΙΡΑΙΑ ΓΕΝΟΒΑΝ ΜΑΣΣΑΛΙΑΝ Πέμπτην 12 μεσ. xyxy=(317,1215,471,1236)
value-cell: ΝΟΕΜΒΡΙΟΣ xyxy=(486,1034,545,1045)
ship-date-levant: 20 Φεβρουαρίου xyxy=(163,1259,243,1270)
lecture-signature: Ε.Υ. xyxy=(1573,1129,1592,1140)
paper-name: «Ταχυδρόμος - Αἰγυπτος» xyxy=(615,8,805,24)
pharmacy-entry: SABRY. 205, ὁδὸς Μέξ, Ὁσφνταν xyxy=(722,1599,864,1610)
pharmacy-entry: Κ. ΒΟΥΡΑ. 26, ὁδὸς Ἐλ Γκεμέλι — Ράγκεμ πλησίον xyxy=(722,1611,905,1632)
social-item-7: — Ἡ μέγας παρ' ἡμῖν ἔξεγερσις μουσικὸς Μωχάμετ Φαργκάλι, ἐδόθησαν προφῆτα εἰς ἐπίσημον γεῦμα ἐκδοθεὶς ἐπὶ τῇ ἐπετείῳ τοῦ Ἀλεξανδρινοῦ Ὁμίλου. xyxy=(484,351,710,394)
prayer-right: Καὶ τὸ ὅτι ἀπὸ τὸν Ἀπρίλιον ἐνεργεῖται συστηματικὴ ἡ ἐπαφὴ μεταξὺ τῶν Ἐκκλησιῶν, ὁ Πατριάρχης καὶ τὰ μέλη τῆς Ἱερᾶς Συνόδου ἔδωσαν τὴν συγκατάθεσίν των. Ἔσχετε μὲ θάρρος πλέον ἐπίσημον ὅτι εἰς τὴν προσευχὴν αὐτὴν ὁ Ἕλλην Μητροπολίτης θὰ προσεύχηται μαζὶ μὲ τοὺς ἄλλους. Πάντως, μὲ τὸ αἴτημα πλήρως ἀδικαιολόγητον φορέν χωρὶς τὴν αὐτοτέλειαν τῶν τοπικῶν κοινοτήτων τῆς «Ἀλεξάνδρειαν». xyxy=(915,1215,1100,1342)
value-cell: ΜΑΡΤΙΟΣ xyxy=(486,1014,530,1025)
news-h1: ΕΦΘΑΣΑΝ ΕΙΣ ΤΗΝ ΠΟΛΙΝ ΜΑΣ ΧΘΕΣ ΤΑ ΜΕΛΗ ΤΟΥ ΑΦΡΙΚΑΝΟ-ΑΣΙΑΤΙΚΟΥ ΣΥΝΕΔΡΙΟΥ xyxy=(1376,34,1578,94)
news-p2: Τὸ ἀπόγευμα παρακολουθοῦν μεγάλην ἀθλητικὴν ἐπίδειξιν εἰς τὸ στάδιον καὶ θεατρικὴν παράστασιν εἰς τὸ Μουσεῖον Καλῶν Τεχνῶν. Τὰ μέλη θὰ ἐπιστρέψουν εἰς τὸ Κάιρον. xyxy=(1362,157,1592,200)
prayer-left: Πέρυσι τὸν Ἀπρίλιον διάφοροι ἐκπρόσωποι καὶ ἄλλων Χριστιανικῶν Ἐκκλησιῶν, ἀνεπίσημοι τῆς Ἑλληνικῆς Ὀρθοδόξου Ἐκκλησίας ἐν Αἰγύπτῳ, συνεκεντρώθησαν εἰς τὸ Κάιρον. Τὸ 1948 ὅλαι αἱ Χριστιανικαὶ Ἐκκλησίαι τῆς Αἰγύπτου ἀπεφάσισαν τὴν ἵδρυσιν τοῦ Συμβουλίου Ἐκκλησιῶν τῆς Αἰγύπτου, ἡ ὁποία ἔχει ὡς σκοπὸν νὰ συνεργασθοῦν εἰς κοινὰ ζητήματα. Τὸ Συμβούλιον τοῦτο ὀργανώνει κατ' ἔτος Ἑβδομάδα Προσευχῆς διὰ τὴν Ἑνότητα τῶν Ἐκκλησιῶν. xyxy=(722,1215,907,1353)
classified-title: ΜΙΚΡΑΙ ΑΓΓΕΛΙΑΙ xyxy=(484,1070,710,1098)
aiglon-footer-b: ΕΙΣΟΔΟΣ ΕΛΕΥΘΕΡΑ xyxy=(1305,1843,1506,1864)
value-cell: 299.50 xyxy=(672,672,708,684)
pharmacy-entry: GHAHA 14, ὁδὸς Μουσταφὰ Κασέμ xyxy=(915,1542,1069,1553)
notes-right xyxy=(920,72,1101,1187)
cinema-entry: ΑΜΙΡ — Τηλ. 27693 KALB MEN DAHAB (Μάριαμ Φάχρ Ἐλπίς, Ἰμάντ Χάμντυ) xyxy=(8,617,235,639)
aiglon-venue: L'AIGLON xyxy=(1305,1688,1493,1729)
newspaper-page xyxy=(8,6,1592,2186)
radio-row xyxy=(8,962,472,972)
ship-mark: (*) xyxy=(112,1269,126,1280)
strand-film-cast: DARREN McGAVIN · MAGGIE HAYES xyxy=(1402,1648,1552,1658)
